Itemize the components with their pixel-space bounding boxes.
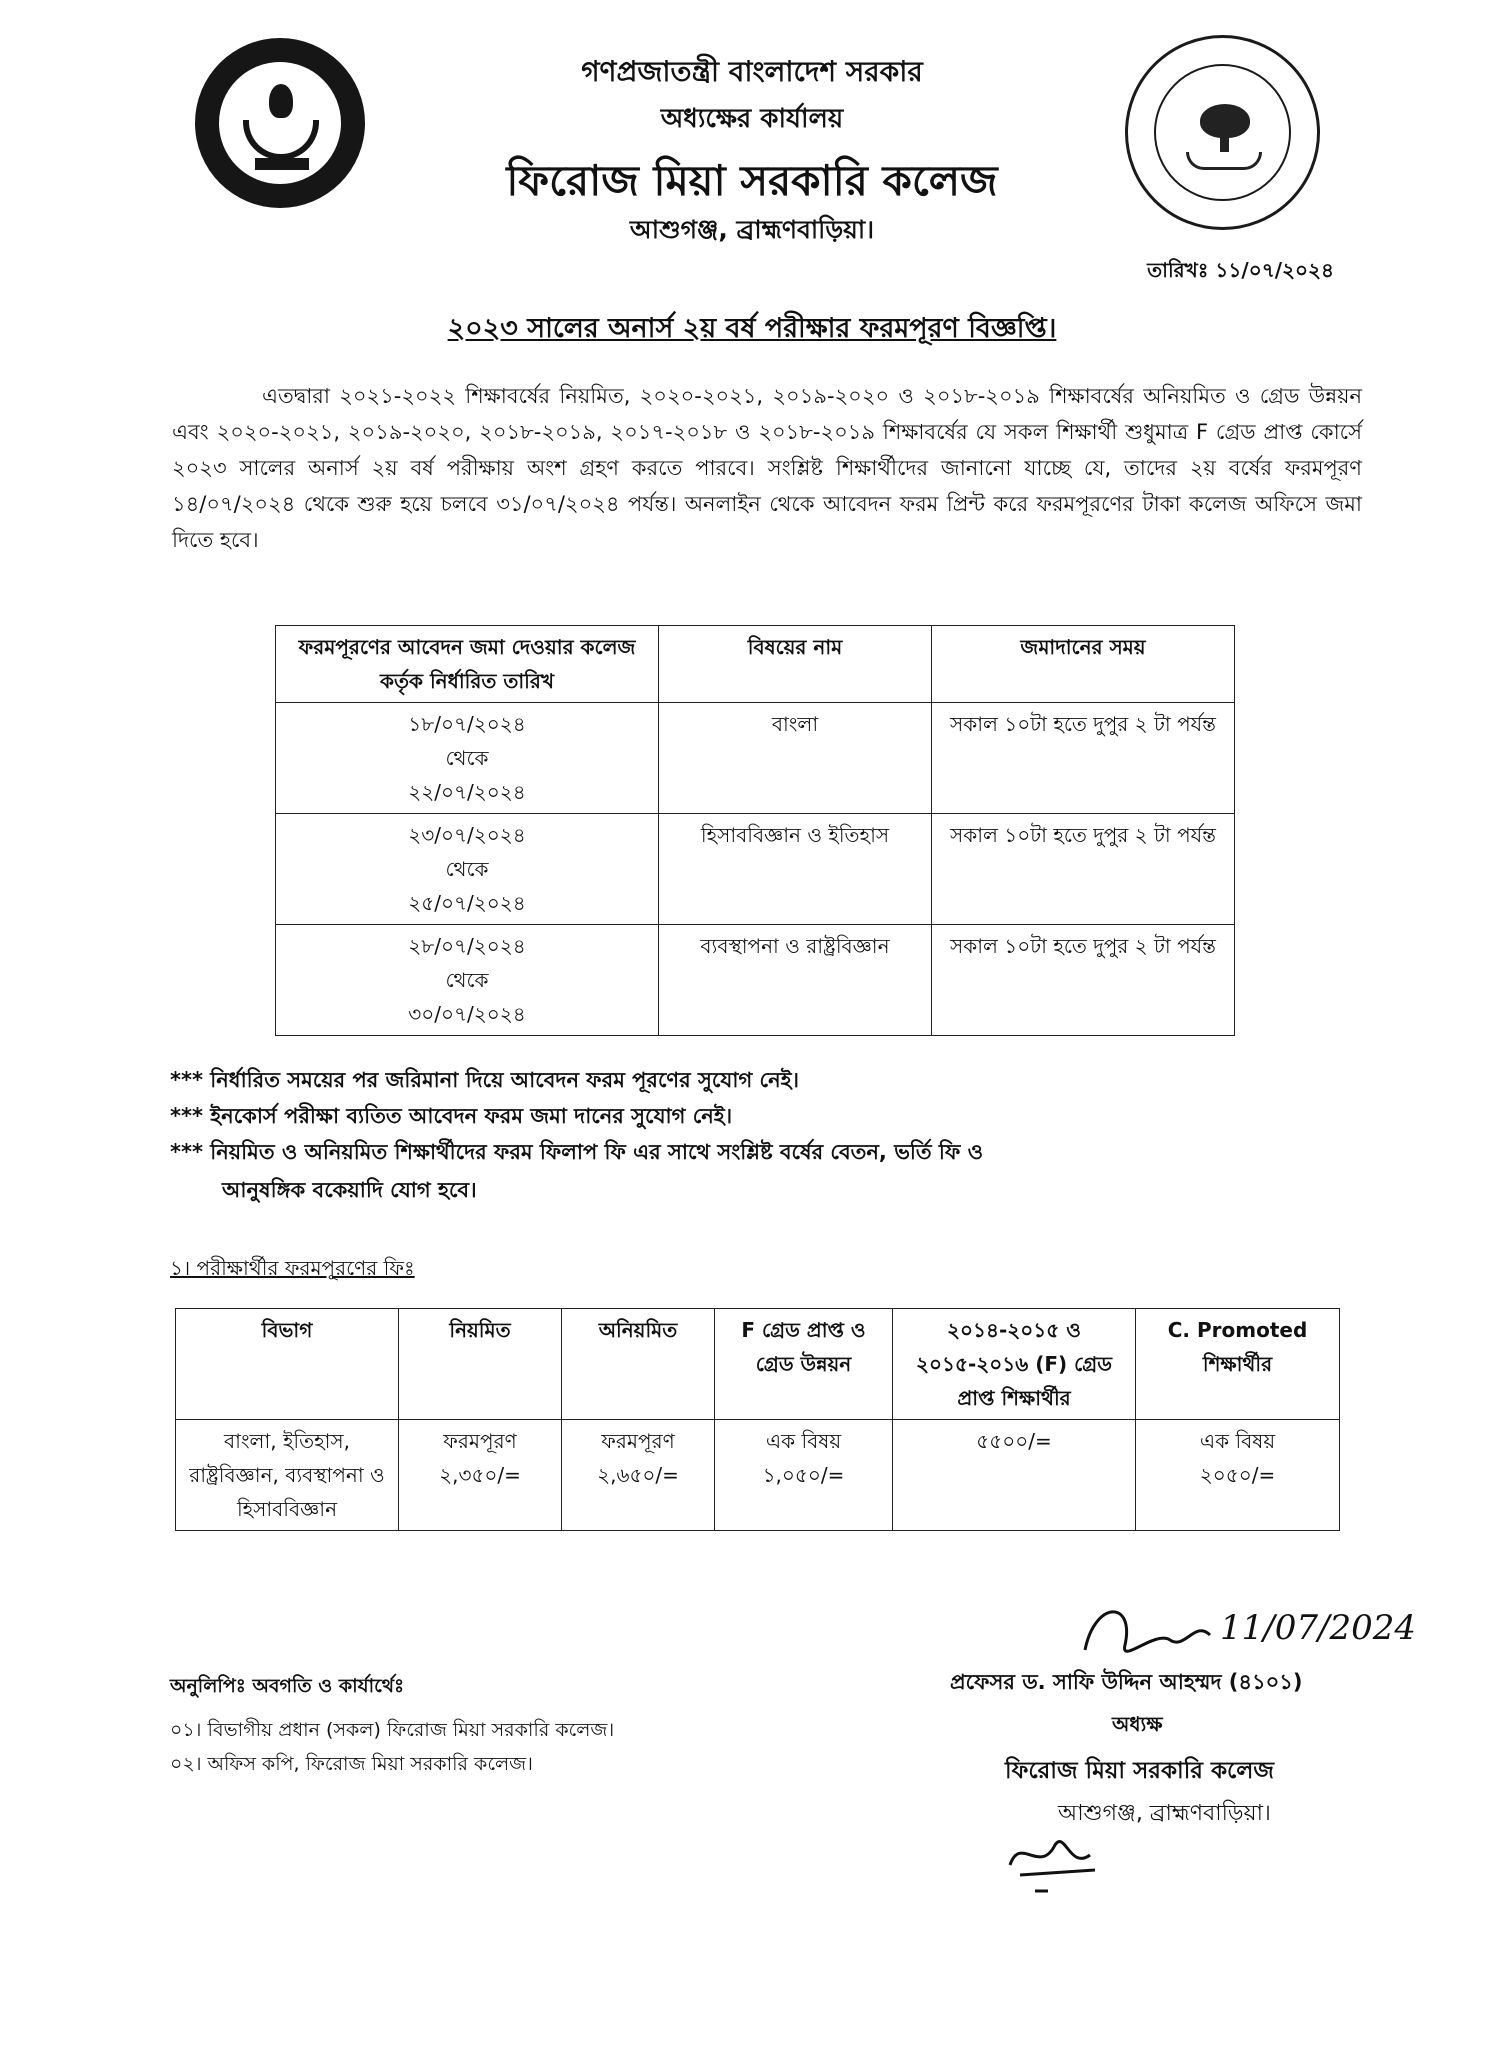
col-f-grade-header: F গ্রেড প্রাপ্ত ও গ্রেড উন্নয়ন <box>715 1309 893 1420</box>
date-range-cell: ২৮/০৭/২০২৪ থেকে ৩০/০৭/২০২৪ <box>276 925 659 1036</box>
col-old-session-header: ২০১৪-২০১৫ ও ২০১৫-২০১৬ (F) গ্রেড প্রাপ্ত শিক্ষার্থীর <box>893 1309 1136 1420</box>
col-time-header: জমাদানের সময় <box>932 626 1235 703</box>
schedule-table <box>275 625 1235 1036</box>
col-c-promoted-header: C. Promoted শিক্ষার্থীর <box>1136 1309 1340 1420</box>
old-session-fee-cell: ৫৫০০/= <box>893 1420 1136 1531</box>
office-line: অধ্যক্ষের কার্যালয় <box>660 104 844 134</box>
notice-body: এতদ্বারা ২০২১-২০২২ শিক্ষাবর্ষের নিয়মিত, ২০২০-২০২১, ২০১৯-২০২০ ও ২০১৮-২০১৯ শিক্ষাবর্ষের অনিয়মিত ও গ্রেড উন্নয়ন এবং ২০২০-২০২১, ২০১৯-২০২০, ২০১৮-২০১৯, ২০১৭-২০১৮ ও ২০১৮-২০১৯ শিক্ষাবর্ষের যে সকল শিক্ষার্থী শুধুমাত্র F গ্রেড প্রাপ্ত কোর্সে ২০২৩ সালের অনার্স ২য় বর্ষ পরীক্ষায় অংশ গ্রহণ করতে পারবে। সংশ্লিষ্ট শিক্ষার্থীদের জানানো যাচ্ছে যে, তাদের ২য় বর্ষের ফরমপূরণ ১৪/০৭/২০২৪ থেকে শুরু হয়ে চলবে ৩১/০৭/২০২৪ পর্যন্ত। অনলাইন থেকে আবেদন ফরম প্রিন্ট করে ফরমপূরণের টাকা কলেজ অফিসে জমা দিতে হবে। <box>172 384 1362 552</box>
govt-line: গণপ্রজাতন্ত্রী বাংলাদেশ সরকার <box>581 55 923 88</box>
department-cell: বাংলা, ইতিহাস, রাষ্ট্রবিজ্ঞান, ব্যবস্থাপনা ও হিসাববিজ্ঞান <box>176 1420 399 1531</box>
col-date-header: ফরমপূরণের আবেদন জমা দেওয়ার কলেজ কর্তৃক নির্ধারিত তারিখ <box>276 626 659 703</box>
fees-label: ১। পরীক্ষার্থীর ফরমপূরণের ফিঃ <box>170 1256 415 1280</box>
subject-cell: বাংলা <box>659 703 932 814</box>
table-row <box>176 1420 1340 1531</box>
fees-table <box>175 1308 1340 1531</box>
note-3: *** নিয়মিত ও অনিয়মিত শিক্ষার্থীদের ফরম ফিলাপ ফি এর সাথে সংশ্লিষ্ট বর্ষের বেতন, ভর্তি ফি ও <box>170 1140 984 1164</box>
principal-address: আশুগঞ্জ, ব্রাহ্মণবাড়িয়া। <box>1058 1801 1271 1826</box>
principal-college: ফিরোজ মিয়া সরকারি কলেজ <box>1005 1758 1275 1784</box>
notice-title: ২০২৩ সালের অনার্স ২য় বর্ষ পরীক্ষার ফরমপূরণ বিজ্ঞপ্তি। <box>447 313 1057 344</box>
principal-designation: অধ্যক্ষ <box>1112 1712 1163 1736</box>
time-cell: সকাল ১০টা হতে দুপুর ২ টা পর্যন্ত <box>932 925 1235 1036</box>
notice-date: তারিখঃ ১১/০৭/২০২৪ <box>1147 258 1334 282</box>
table-row <box>276 814 1235 925</box>
col-regular-header: নিয়মিত <box>399 1309 562 1420</box>
note-3-continued: আনুষঙ্গিক বকেয়াদি যোগ হবে। <box>222 1178 477 1202</box>
signature-date: 11/07/2024 <box>1220 1608 1416 1648</box>
note-1: *** নির্ধারিত সময়ের পর জরিমানা দিয়ে আবেদন ফরম পূরণের সুযোগ নেই। <box>170 1068 800 1092</box>
subject-cell: ব্যবস্থাপনা ও রাষ্ট্রবিজ্ঞান <box>659 925 932 1036</box>
schedule-header-row <box>276 626 1235 703</box>
date-range-cell: ২৩/০৭/২০২৪ থেকে ২৫/০৭/২০২৪ <box>276 814 659 925</box>
col-irregular-header: অনিয়মিত <box>562 1309 715 1420</box>
college-address: আশুগঞ্জ, ব্রাহ্মণবাড়িয়া। <box>629 215 875 244</box>
copy-item-2: ০২। অফিস কপি, ফিরোজ মিয়া সরকারি কলেজ। <box>170 1753 533 1775</box>
fees-header-row <box>176 1309 1340 1420</box>
note-2: *** ইনকোর্স পরীক্ষা ব্যতিত আবেদন ফরম জমা দানের সুযোগ নেই। <box>170 1104 733 1128</box>
irregular-fee-cell: ফরমপূরণ ২,৬৫০/= <box>562 1420 715 1531</box>
copy-item-1: ০১। বিভাগীয় প্রধান (সকল) ফিরোজ মিয়া সরকারি কলেজ। <box>170 1719 615 1741</box>
copy-heading: অনুলিপিঃ অবগতি ও কার্যার্থেঃ <box>170 1675 405 1697</box>
f-grade-fee-cell: এক বিষয় ১,০৫০/= <box>715 1420 893 1531</box>
table-row <box>276 703 1235 814</box>
date-range-cell: ১৮/০৭/২০২৪ থেকে ২২/০৭/২০২৪ <box>276 703 659 814</box>
col-subject-header: বিষয়ের নাম <box>659 626 932 703</box>
principal-name: প্রফেসর ড. সাফি উদ্দিন আহম্মদ (৪১০১) <box>950 1670 1303 1694</box>
col-department-header: বিভাগ <box>176 1309 399 1420</box>
college-name: ফিরোজ মিয়া সরকারি কলেজ <box>506 156 998 205</box>
initial-scribble <box>1000 1825 1110 1895</box>
time-cell: সকাল ১০টা হতে দুপুর ২ টা পর্যন্ত <box>932 814 1235 925</box>
subject-cell: হিসাববিজ্ঞান ও ইতিহাস <box>659 814 932 925</box>
table-row <box>276 925 1235 1036</box>
regular-fee-cell: ফরমপূরণ ২,৩৫০/= <box>399 1420 562 1531</box>
c-promoted-fee-cell: এক বিষয় ২০৫০/= <box>1136 1420 1340 1531</box>
time-cell: সকাল ১০টা হতে দুপুর ২ টা পর্যন্ত <box>932 703 1235 814</box>
